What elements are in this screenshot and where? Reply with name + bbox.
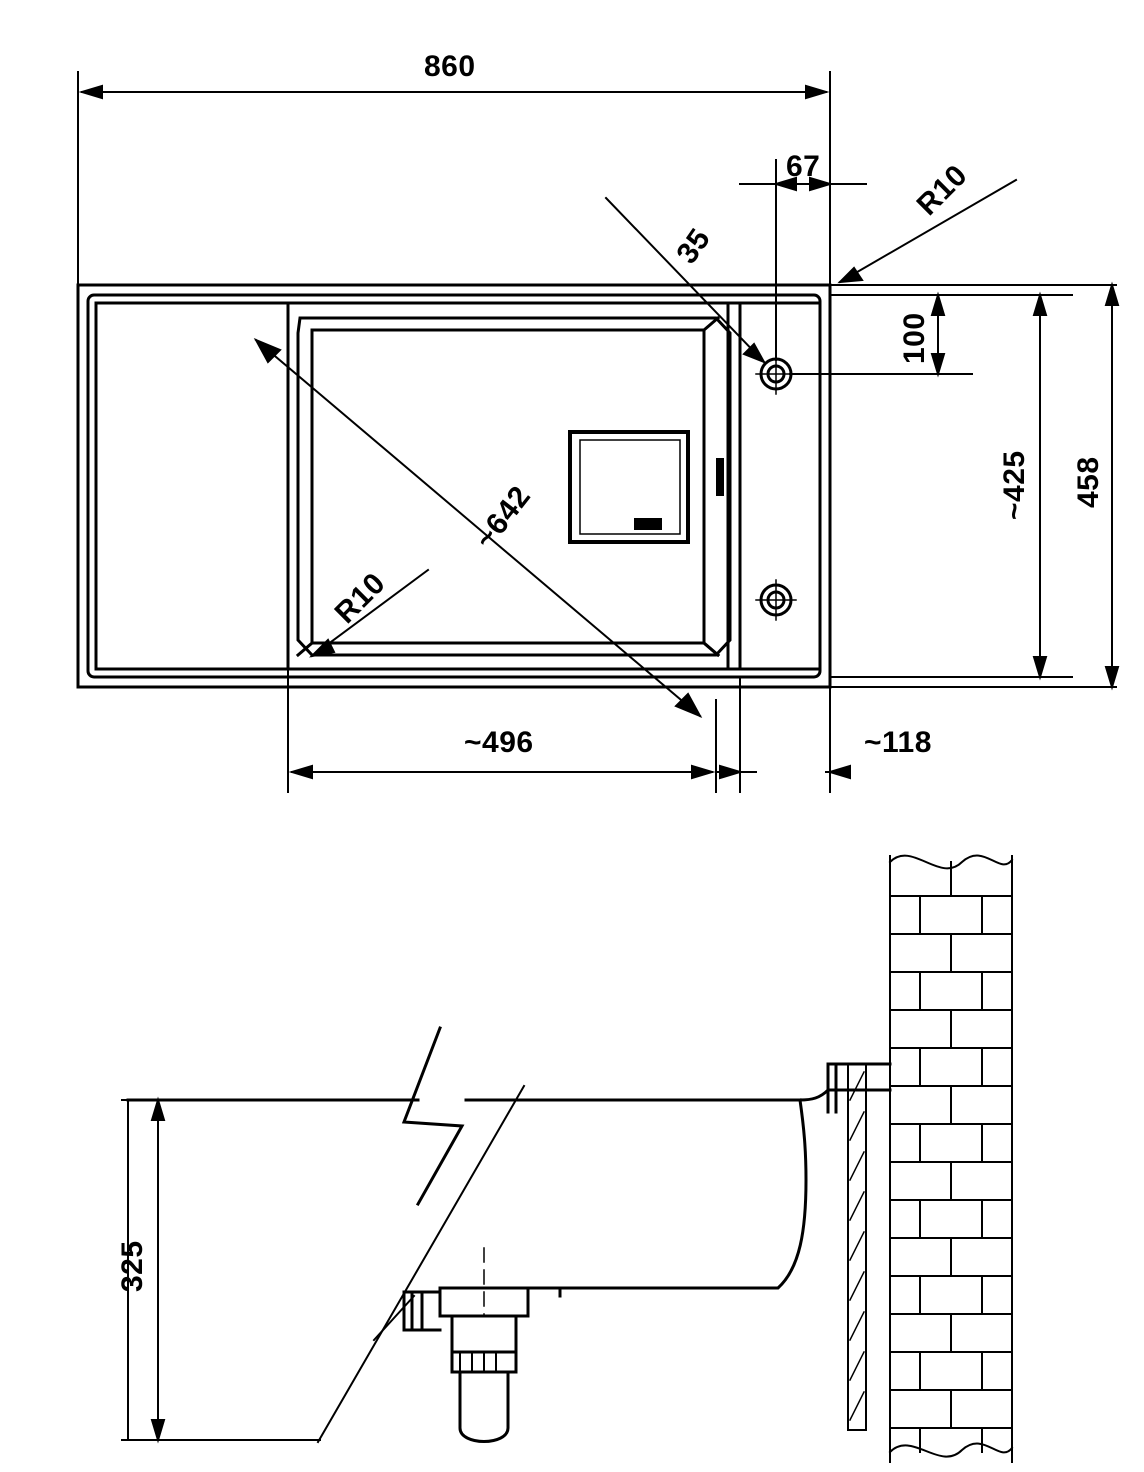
drainer-area (96, 303, 288, 669)
label-hole-35: 35 (670, 222, 718, 270)
label-width-860: 860 (424, 50, 476, 83)
sink-section-profile (128, 1090, 828, 1296)
dim-118 (718, 677, 850, 792)
label-bowl-425: ~425 (998, 450, 1031, 520)
label-depth-458: 458 (1072, 456, 1105, 508)
label-offset-67: 67 (786, 150, 821, 183)
label-radius-bottom-left: R10 (328, 566, 392, 630)
wall-brick (890, 855, 1012, 1462)
leader-35 (606, 198, 764, 362)
splashback-plate (848, 1064, 866, 1430)
dim-100 (790, 295, 1072, 374)
label-diagonal-642: ~642 (468, 479, 538, 556)
label-ledge-118: ~118 (864, 726, 932, 759)
label-offset-100: 100 (898, 312, 931, 364)
label-bowl-496: ~496 (464, 726, 534, 759)
section-hatch-leaders (318, 1086, 524, 1442)
waste-outlet-detail (570, 432, 724, 542)
dim-425 (830, 295, 1072, 677)
dim-67 (740, 160, 866, 360)
tap-hole-lower (756, 580, 796, 620)
waste-trap (404, 1248, 528, 1442)
worktop-edge (828, 1064, 890, 1112)
break-line (404, 1028, 462, 1204)
dim-325 (122, 1100, 320, 1440)
label-radius-top-right: R10 (910, 158, 974, 222)
label-height-325: 325 (116, 1240, 149, 1292)
dim-860 (78, 72, 830, 285)
